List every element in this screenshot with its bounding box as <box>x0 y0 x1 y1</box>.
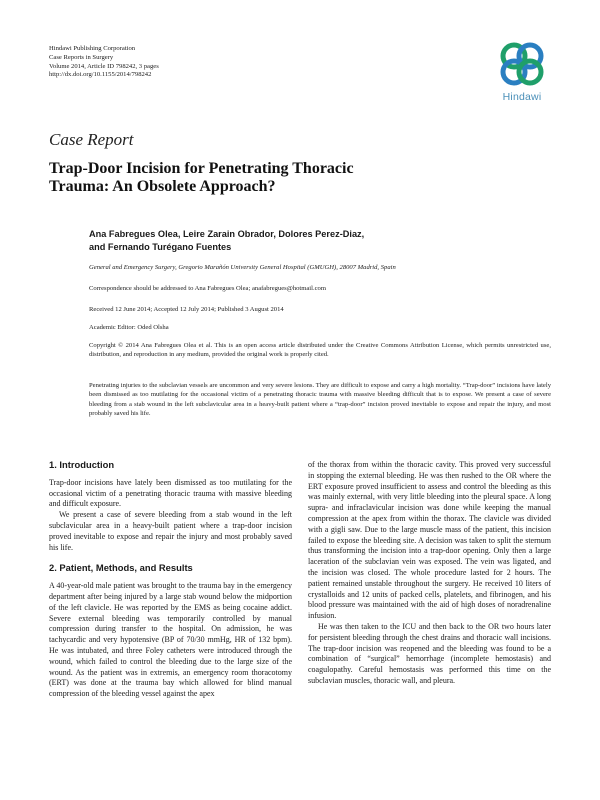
title-line-1: Trap-Door Incision for Penetrating Thoracic <box>49 160 354 177</box>
affiliation: General and Emergency Surgery, Gregorio Marañón University General Hospital (GMUGH), 28007 Madrid, Spain <box>89 264 396 271</box>
hindawi-rings-icon <box>493 40 551 90</box>
hindawi-logo <box>493 40 551 106</box>
logo-text: Hindawi <box>502 91 542 103</box>
methods-paragraph-1: A 40-year-old male patient was brought to the trauma bay in the emergency department after being injured by a large stab wound below the midportion of the left clavicle. He was reported by the EMS as being cocaine addict. Severe external bleeding was temporarily controlled by manual compression during transfer to the hospital. On admission, he was tachycardic and very hypotensive (BP of 70/30 mmHg, HR of 132 bpm). He was intubated, and three Foley catheters were introduced through the wound, which failed to control the bleeding due to the large size of the wound. As the patient was in extremis, an emergency room thoracotomy (ERT) was done at the trauma bay which allowed for blind manual compression of the bleeding vessel against the apex <box>49 581 292 699</box>
journal-name: Case Reports in Surgery <box>49 53 114 61</box>
intro-paragraph-1: Trap-door incisions have lately been dismissed as too mutilating for the occasional victim of a penetrating thoracic trauma with massive bleeding and difficult exposure. <box>49 477 292 509</box>
publisher-name: Hindawi Publishing Corporation <box>49 45 136 52</box>
title-line-2: Trauma: An Obsolete Approach? <box>49 178 276 195</box>
publication-info <box>49 45 309 80</box>
abstract: Penetrating injuries to the subclavian vessels are uncommon and very severe lesions. They are difficult to expose and carry a high mortality. “Trap-door” incisions have lately been dismissed as too mutilating for the occasional victim of a penetrating thoracic trauma with massive bleeding difficult that is to expose. We present a case of severe bleeding from a stab wound in the left subclavicular area in a heavy-built patient where a “trap-door” incision proved inevitable to expose and repair the injury, and most probably saved his life. <box>89 382 551 418</box>
article-type: Case Report <box>49 130 134 149</box>
methods-paragraph-3: He was then taken to the ICU and then back to the OR two hours later for persistent bleeding through the chest drains and thoracic wall incisions. The trap-door incision was reopened and the bleeding was found to be a combination of “surgical” hemorrhage (incomplete hemostasis) and coagulopathy. Careful hemostasis was performed this time on the subclavian muscles, thoracic wall, and pleura. <box>308 621 551 685</box>
copyright-notice: Copyright © 2014 Ana Fabregues Olea et al. This is an open access article distributed under the Creative Commons Attribution License, which permits unrestricted use, distribution, and reproduction in any medium, provided the original work is properly cited. <box>89 342 551 359</box>
left-column <box>49 460 292 700</box>
article-title <box>49 160 479 196</box>
correspondence: Correspondence should be addressed to Ana Fabregues Olea; anafabregues@hotmail.com <box>89 285 326 292</box>
author-list <box>89 228 509 254</box>
academic-editor: Academic Editor: Oded Olsha <box>89 324 169 331</box>
right-column <box>308 460 551 687</box>
doi-link[interactable]: http://dx.doi.org/10.1155/2014/798242 <box>49 71 152 79</box>
authors-line-1: Ana Fabregues Olea, Leire Zarain Obrador, Dolores Perez-Diaz, <box>89 229 365 239</box>
section-heading-methods: 2. Patient, Methods, and Results <box>49 562 193 574</box>
section-heading-introduction: 1. Introduction <box>49 459 115 470</box>
publication-dates: Received 12 June 2014; Accepted 12 July 2014; Published 3 August 2014 <box>89 306 284 313</box>
intro-paragraph-2: We present a case of severe bleeding from a stab wound in the left subclavicular area in a heavy-built patient where a trap-door incision proved inevitable to expose and repair the injury and most probably saved his life. <box>49 510 292 552</box>
methods-paragraph-2: of the thorax from within the thoracic cavity. This proved very successful in stopping the external bleeding. He was then rushed to the OR where the ERT exposure proved insufficient to assess and control the bleeding as this was mainly external, with very little bleeding into the pleural space. A long supra- and infraclavicular incision was done while keeping the manual compression at the apex from within the thorax. The clavicle was divided with a gigli saw. Due to the large muscle mass of the patient, this incision failed to expose the bleeding site. A decision was taken to split the sternum thus transforming the incision into a trap-door opening. Only then a large laceration of the subclavian vein was exposed. The vein was ligated, and the incision was closed. The whole procedure lasted for 2 hours. The patient remained unstable throughout the surgery. He received 10 liters of crystalloids and 12 units of packed cells, platelets, and fibrinogen, and his blood pressure was maintained with the aid of high doses of noradrenaline infusion. <box>308 460 551 621</box>
volume-info: Volume 2014, Article ID 798242, 3 pages <box>49 62 159 70</box>
authors-line-2: and Fernando Turégano Fuentes <box>89 242 232 252</box>
